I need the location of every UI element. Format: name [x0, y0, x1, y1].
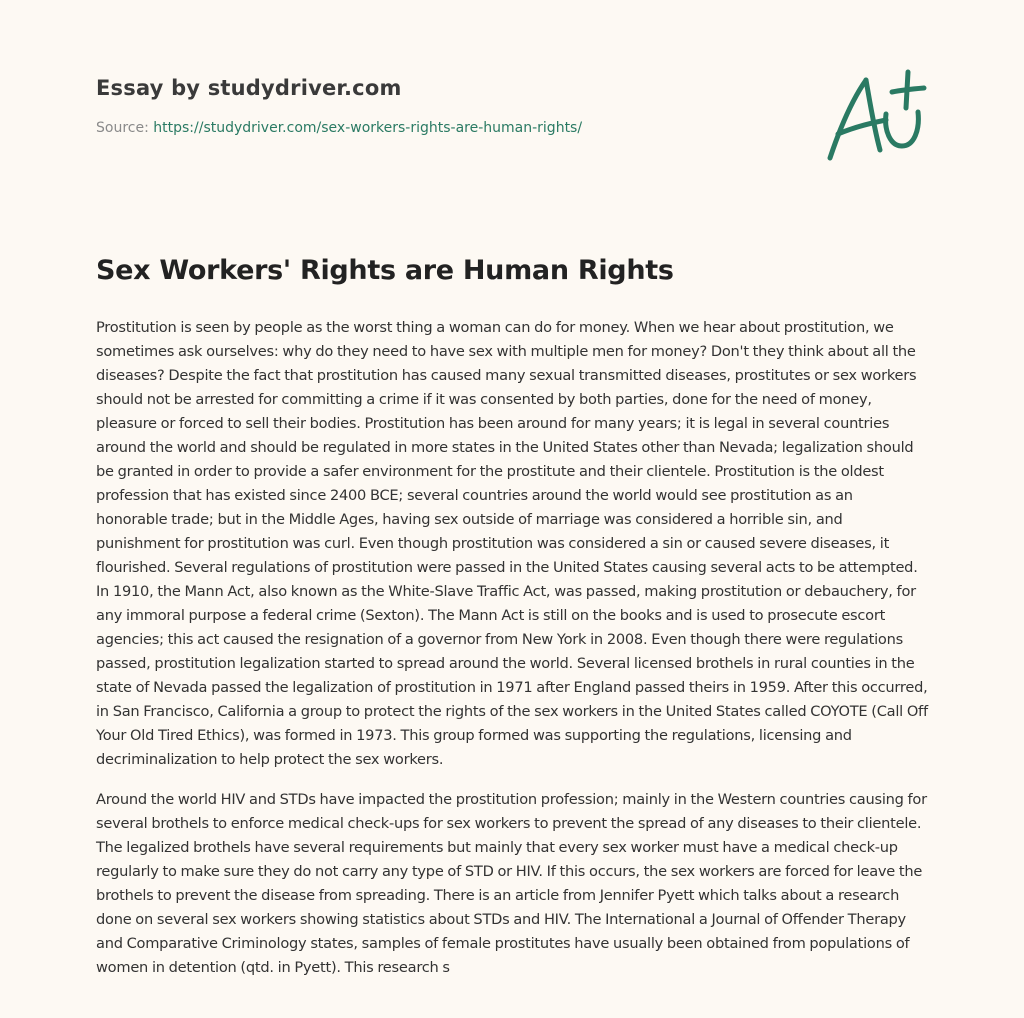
essay-title: Sex Workers' Rights are Human Rights — [96, 255, 674, 286]
site-title: Essay by studydriver.com — [96, 76, 402, 100]
a-plus-logo-graphic — [820, 68, 930, 168]
source-line — [96, 120, 582, 136]
essay-paragraph: Around the world HIV and STDs have impacted the prostitution profession; mainly in the Western countries causing for several brothels to enforce medical check-ups for sex workers to prevent the spread of any diseases to their clientele. The legalized brothels have several requirements but mainly that every sex worker must have a medical check-up regularly to make sure they do not carry any type of STD or HIV. If this occurs, the sex workers are forced for leave the brothels to prevent the disease from spreading. There is an article from Jennifer Pyett which talks about a research done on several sex workers showing statistics about STDs and HIV. The International a Journal of Offender Therapy and Comparative Criminology states, samples of female prostitutes have usually been obtained from populations of women in detention (qtd. in Pyett). This research s — [96, 791, 927, 976]
a-plus-logo-icon — [820, 68, 930, 168]
source-link[interactable]: https://studydriver.com/sex-workers-rights-are-human-rights/ — [153, 120, 583, 136]
source-label: Source: — [96, 120, 154, 136]
essay-paragraph: Prostitution is seen by people as the worst thing a woman can do for money. When we hear about prostitution, we sometimes ask ourselves: why do they need to have sex with multiple men for money? Don't they think about all the diseases? Despite the fact that prostitution has caused many sexual transmitted diseases, prostitutes or sex workers should not be arrested for committing a crime if it was consented by both parties, done for the need of money, pleasure or forced to sell their bodies. Prostitution has been around for many years; it is legal in several countries around the world and should be regulated in more states in the United States other than Nevada; legalization should be granted in order to provide a safer environment for the prostitute and their clientele. Prostitution is the oldest profession that has existed since 2400 BCE; several countries around the world would see prostitution as an honorable trade; but in the Middle Ages, having sex outside of marriage was considered a horrible sin, and punishment for prostitution was curl. Even though prostitution was considered a sin or caused severe diseases, it flourished. Several regulations of prostitution were passed in the United States causing several acts to be attempted. In 1910, the Mann Act, also known as the White-Slave Traffic Act, was passed, making prostitution or debauchery, for any immoral purpose a federal crime (Sexton). The Mann Act is still on the books and is used to prosecute escort agencies; this act caused the resignation of a governor from New York in 2008. Even though there were regulations passed, prostitution legalization started to spread around the world. Several licensed brothels in rural counties in the state of Nevada passed the legalization of prostitution in 1971 after England passed theirs in 1959. After this occurred, in San Francisco, California a group to protect the rights of the sex workers in the United States called COYOTE (Call Off Your Old Tired Ethics), was formed in 1973. This group formed was supporting the regulations, licensing and decriminalization to help protect the sex workers. — [96, 319, 928, 768]
essay-header — [96, 76, 582, 136]
essay-body — [96, 316, 928, 996]
